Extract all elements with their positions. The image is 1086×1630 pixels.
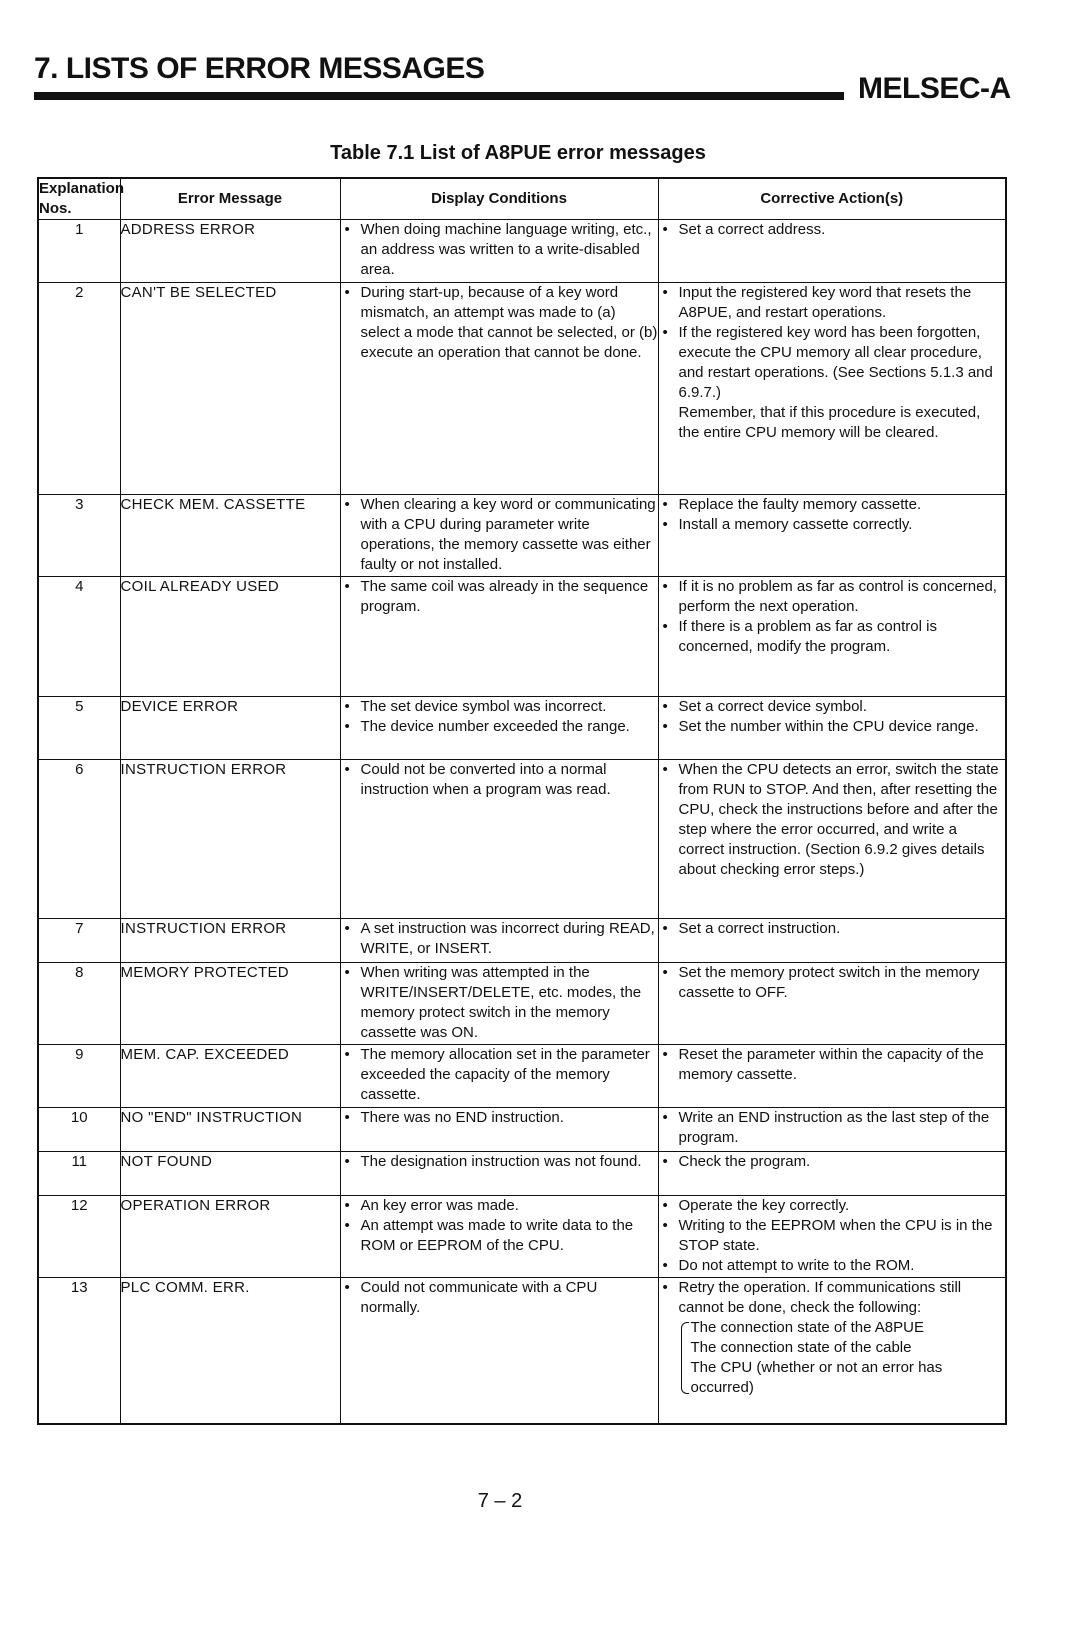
check-items [659,1318,1006,1398]
display-conditions [340,577,658,697]
action-item: • If the registered key word has been forgotten, execute the CPU memory all clear procedure, and restart operations. (See Sections 5.1.3 and 6.9.7.) [659,323,1006,403]
display-conditions [340,1196,658,1278]
check-item: The connection state of the cable [690,1339,912,1356]
display-conditions [340,283,658,495]
condition-item: • The designation instruction was not found. [341,1152,658,1172]
column-header-message: Error Message [120,178,340,220]
error-message: ADDRESS ERROR [120,220,340,283]
table-row [38,283,1006,495]
display-conditions [340,1278,658,1424]
brace-bracket [681,1322,689,1394]
error-message: MEMORY PROTECTED [120,963,340,1045]
action-item: • Input the registered key word that resets the A8PUE, and restart operations. [659,283,1006,323]
error-message: DEVICE ERROR [120,697,340,760]
conditions-list [341,495,658,575]
action-item: • Set the memory protect switch in the memory cassette to OFF. [659,963,1006,1003]
error-message: OPERATION ERROR [120,1196,340,1278]
actions-list [659,1152,1006,1172]
error-messages-table [37,177,1007,1425]
table-row [38,1278,1006,1424]
condition-item: • The same coil was already in the sequence program. [341,577,658,617]
action-item: • If it is no problem as far as control is concerned, perform the next operation. [659,577,1006,617]
table-row [38,697,1006,760]
error-message: PLC COMM. ERR. [120,1278,340,1424]
action-item: • Set the number within the CPU device range. [659,717,1006,737]
condition-item: • Could not be converted into a normal instruction when a program was read. [341,760,658,800]
condition-item: • The set device symbol was incorrect. [341,697,658,717]
error-message: NOT FOUND [120,1152,340,1196]
condition-item: • An attempt was made to write data to the ROM or EEPROM of the CPU. [341,1216,658,1256]
action-item: • When the CPU detects an error, switch the state from RUN to STOP. And then, after resetting the CPU, check the instructions before and after the step where the error occurred, and write a correct instruction. (Section 6.9.2 gives details about checking error steps.) [659,760,1006,880]
table-row [38,1196,1006,1278]
actions-list [659,1278,1006,1318]
page-title: 7. LISTS OF ERROR MESSAGES [34,52,485,85]
conditions-list [341,919,658,959]
table-row [38,220,1006,283]
error-message: INSTRUCTION ERROR [120,919,340,963]
table-row [38,1152,1006,1196]
action-item: • Retry the operation. If communications still cannot be done, check the following: [659,1278,1006,1318]
table-row [38,1108,1006,1152]
actions-list [659,760,1006,880]
check-item: The connection state of the A8PUE [690,1319,924,1336]
corrective-actions [658,1152,1006,1196]
table-row [38,760,1006,919]
corrective-actions [658,760,1006,919]
corrective-actions [658,495,1006,577]
corrective-actions [658,919,1006,963]
display-conditions [340,1045,658,1108]
action-item: • Do not attempt to write to the ROM. [659,1256,1006,1276]
action-item: • Install a memory cassette correctly. [659,515,1006,535]
explanation-no: 2 [38,283,120,495]
display-conditions [340,1108,658,1152]
action-item: • Operate the key correctly. [659,1196,1006,1216]
action-item: • Reset the parameter within the capacity of the memory cassette. [659,1045,1006,1085]
brand-label: MELSEC-A [858,72,1011,105]
action-item: • Writing to the EEPROM when the CPU is in the STOP state. [659,1216,1006,1256]
condition-item: • Could not communicate with a CPU normally. [341,1278,658,1318]
explanation-no: 10 [38,1108,120,1152]
corrective-actions [658,1045,1006,1108]
action-item: • If there is a problem as far as control is concerned, modify the program. [659,617,1006,657]
actions-list [659,963,1006,1003]
explanation-no: 12 [38,1196,120,1278]
table-row [38,963,1006,1045]
action-note: Remember, that if this procedure is executed, the entire CPU memory will be cleared. [678,404,981,441]
conditions-list [341,220,658,280]
actions-list [659,919,1006,939]
actions-list [659,1045,1006,1085]
condition-item: • When doing machine language writing, etc., an address was written to a write-disabled area. [341,220,658,280]
conditions-list [341,963,658,1043]
explanation-no: 9 [38,1045,120,1108]
conditions-list [341,1045,658,1105]
actions-list [659,697,1006,737]
error-message: NO "END" INSTRUCTION [120,1108,340,1152]
actions-list [659,283,1006,403]
table-body [38,220,1006,1424]
error-message: INSTRUCTION ERROR [120,760,340,919]
conditions-list [341,577,658,617]
table-row [38,495,1006,577]
table-row [38,1045,1006,1108]
column-header-no: Explanation Nos. [38,178,120,220]
conditions-list [341,1108,658,1128]
conditions-list [341,1196,658,1256]
table-row [38,577,1006,697]
actions-list [659,220,1006,240]
table-row [38,919,1006,963]
table-caption: Table 7.1 List of A8PUE error messages [330,142,706,164]
error-message: CHECK MEM. CASSETTE [120,495,340,577]
explanation-no: 3 [38,495,120,577]
error-message: COIL ALREADY USED [120,577,340,697]
corrective-actions [658,1108,1006,1152]
condition-item: • During start-up, because of a key word mismatch, an attempt was made to (a) select a mode that cannot be selected, or (b) execute an operation that cannot be done. [341,283,658,363]
conditions-list [341,1152,658,1172]
explanation-no: 4 [38,577,120,697]
corrective-actions [658,1278,1006,1424]
corrective-actions [658,1196,1006,1278]
action-item: • Write an END instruction as the last step of the program. [659,1108,1006,1148]
conditions-list [341,760,658,800]
display-conditions [340,220,658,283]
error-message: MEM. CAP. EXCEEDED [120,1045,340,1108]
column-header-conditions: Display Conditions [340,178,658,220]
corrective-actions [658,963,1006,1045]
corrective-actions [658,220,1006,283]
page-number: 7 – 2 [477,1490,523,1512]
display-conditions [340,963,658,1045]
actions-list [659,1108,1006,1148]
corrective-actions [658,697,1006,760]
explanation-no: 13 [38,1278,120,1424]
corrective-actions [658,283,1006,495]
condition-item: • When writing was attempted in the WRITE/INSERT/DELETE, etc. modes, the memory protect switch in the memory cassette was ON. [341,963,658,1043]
actions-list [659,577,1006,657]
explanation-no: 5 [38,697,120,760]
actions-list [659,1196,1006,1276]
explanation-no: 6 [38,760,120,919]
header-rule [34,92,844,100]
explanation-no: 8 [38,963,120,1045]
conditions-list [341,1278,658,1318]
condition-item: • There was no END instruction. [341,1108,658,1128]
display-conditions [340,697,658,760]
action-item: • Replace the faulty memory cassette. [659,495,1006,515]
table-header-row [38,178,1006,220]
condition-item: • The device number exceeded the range. [341,717,658,737]
display-conditions [340,1152,658,1196]
display-conditions [340,760,658,919]
action-item: • Set a correct address. [659,220,1006,240]
corrective-actions [658,577,1006,697]
action-item: • Set a correct device symbol. [659,697,1006,717]
explanation-no: 7 [38,919,120,963]
explanation-no: 11 [38,1152,120,1196]
column-header-actions: Corrective Action(s) [658,178,1006,220]
action-item: • Check the program. [659,1152,1006,1172]
explanation-no: 1 [38,220,120,283]
display-conditions [340,919,658,963]
conditions-list [341,283,658,363]
actions-list [659,495,1006,535]
conditions-list [341,697,658,737]
check-item: The CPU (whether or not an error has occurred) [690,1359,943,1396]
condition-item: • When clearing a key word or communicating with a CPU during parameter write operations, the memory cassette was either faulty or not installed. [341,495,658,575]
condition-item: • A set instruction was incorrect during READ, WRITE, or INSERT. [341,919,658,959]
error-message: CAN'T BE SELECTED [120,283,340,495]
condition-item: • The memory allocation set in the parameter exceeded the capacity of the memory cassette. [341,1045,658,1105]
action-item: • Set a correct instruction. [659,919,1006,939]
display-conditions [340,495,658,577]
condition-item: • An key error was made. [341,1196,658,1216]
